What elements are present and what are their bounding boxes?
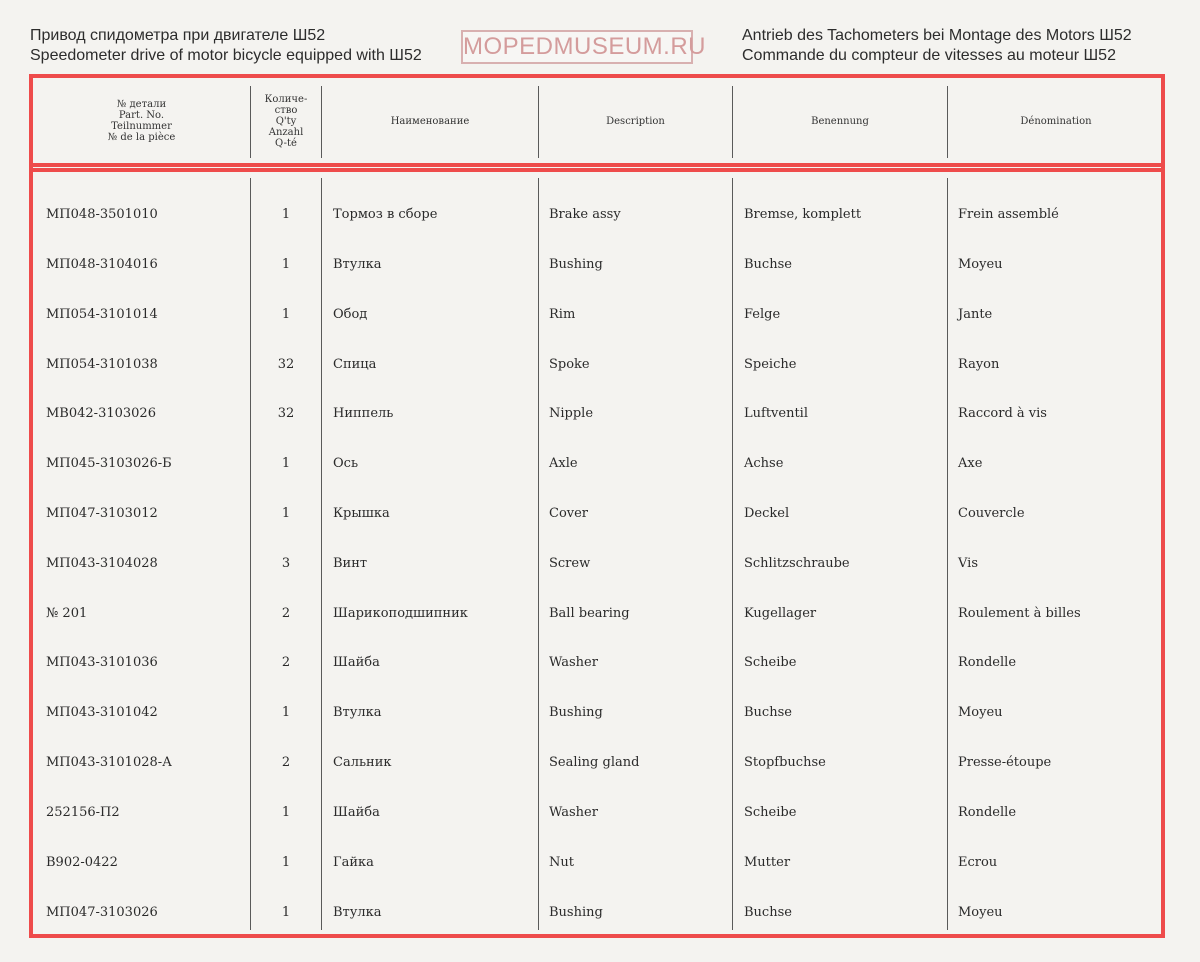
cell-description: Brake assy <box>549 207 621 222</box>
title-french: Commande du compteur de vitesses au moteur Ш52 <box>742 47 1116 64</box>
cell-name-russian: Винт <box>333 556 368 571</box>
cell-name-russian: Гайка <box>333 855 374 870</box>
cell-part-number: МП048-3501010 <box>46 207 158 222</box>
table-row <box>0 855 1200 875</box>
table-row <box>0 506 1200 526</box>
cell-description: Bushing <box>549 705 603 720</box>
cell-part-number: В902-0422 <box>46 855 118 870</box>
cell-denomination: Axe <box>958 456 983 471</box>
cell-quantity: 1 <box>281 506 291 521</box>
cell-quantity: 1 <box>281 855 291 870</box>
table-row <box>0 456 1200 476</box>
cell-benennung: Mutter <box>744 855 791 870</box>
cell-denomination: Moyeu <box>958 705 1003 720</box>
cell-denomination: Frein assemblé <box>958 207 1059 222</box>
cell-benennung: Deckel <box>744 506 790 521</box>
cell-quantity: 1 <box>281 705 291 720</box>
cell-denomination: Roulement à billes <box>958 606 1081 621</box>
cell-name-russian: Тормоз в сборе <box>333 207 438 222</box>
cell-description: Spoke <box>549 357 590 372</box>
cell-quantity: 1 <box>281 207 291 222</box>
cell-description: Nut <box>549 855 574 870</box>
table-row <box>0 805 1200 825</box>
cell-benennung: Speiche <box>744 357 797 372</box>
cell-denomination: Rondelle <box>958 805 1017 820</box>
cell-denomination: Moyeu <box>958 257 1003 272</box>
cell-part-number: МП047-3103026 <box>46 905 158 920</box>
cell-quantity: 2 <box>281 755 291 770</box>
cell-part-number: МП043-3104028 <box>46 556 158 571</box>
table-row <box>0 307 1200 327</box>
cell-part-number: 252156-П2 <box>46 805 120 820</box>
cell-benennung: Bremse, komplett <box>744 207 862 222</box>
cell-name-russian: Крышка <box>333 506 390 521</box>
cell-benennung: Stopfbuchse <box>744 755 826 770</box>
cell-quantity: 1 <box>281 805 291 820</box>
cell-part-number: МП043-3101042 <box>46 705 158 720</box>
header-separator <box>29 163 1165 172</box>
table-row <box>0 905 1200 925</box>
cell-benennung: Scheibe <box>744 805 797 820</box>
cell-benennung: Buchse <box>744 705 792 720</box>
title-block-left <box>30 26 422 66</box>
cell-name-russian: Шарикоподшипник <box>333 606 468 621</box>
cell-description: Rim <box>549 307 576 322</box>
header-denomination: Dénomination <box>1020 115 1092 127</box>
table-row <box>0 755 1200 775</box>
cell-description: Axle <box>549 456 578 471</box>
cell-benennung: Kugellager <box>744 606 817 621</box>
cell-benennung: Buchse <box>744 257 792 272</box>
cell-denomination: Couvercle <box>958 506 1025 521</box>
cell-quantity: 32 <box>277 357 295 372</box>
table-row <box>0 357 1200 377</box>
cell-description: Cover <box>549 506 589 521</box>
cell-denomination: Raccord à vis <box>958 406 1047 421</box>
cell-name-russian: Ось <box>333 456 359 471</box>
cell-description: Bushing <box>549 905 603 920</box>
cell-benennung: Schlitzschraube <box>744 556 850 571</box>
cell-name-russian: Ниппель <box>333 406 394 421</box>
table-row <box>0 207 1200 227</box>
cell-description: Washer <box>549 655 598 670</box>
table-row <box>0 257 1200 277</box>
cell-benennung: Scheibe <box>744 655 797 670</box>
cell-denomination: Ecrou <box>958 855 998 870</box>
cell-name-russian: Втулка <box>333 905 382 920</box>
cell-description: Screw <box>549 556 591 571</box>
header-name-russian: Наименование <box>390 115 470 127</box>
cell-denomination: Vis <box>958 556 978 571</box>
table-row <box>0 606 1200 626</box>
cell-part-number: МП048-3104016 <box>46 257 158 272</box>
cell-part-number: МП045-3103026-Б <box>46 456 172 471</box>
title-german: Antrieb des Tachometers bei Montage des Motors Ш52 <box>742 27 1132 44</box>
title-english: Speedometer drive of motor bicycle equipped with Ш52 <box>30 47 422 64</box>
cell-quantity: 32 <box>277 406 295 421</box>
cell-part-number: № 201 <box>46 606 88 621</box>
header-part-number: № детали Part. No. Teilnummer № de la pièce <box>107 99 176 143</box>
cell-name-russian: Втулка <box>333 705 382 720</box>
cell-name-russian: Втулка <box>333 257 382 272</box>
cell-description: Ball bearing <box>549 606 630 621</box>
cell-name-russian: Шайба <box>333 655 380 670</box>
cell-quantity: 1 <box>281 307 291 322</box>
cell-denomination: Rondelle <box>958 655 1017 670</box>
table-row <box>0 556 1200 576</box>
title-block-right <box>742 26 1132 66</box>
cell-quantity: 1 <box>281 257 291 272</box>
cell-benennung: Felge <box>744 307 781 322</box>
table-row <box>0 655 1200 675</box>
cell-quantity: 3 <box>281 556 291 571</box>
cell-denomination: Moyeu <box>958 905 1003 920</box>
cell-description: Sealing gland <box>549 755 640 770</box>
cell-quantity: 2 <box>281 655 291 670</box>
cell-part-number: МП047-3103012 <box>46 506 158 521</box>
cell-name-russian: Спица <box>333 357 377 372</box>
table-row <box>0 705 1200 725</box>
cell-part-number: МП043-3101028-А <box>46 755 172 770</box>
cell-denomination: Jante <box>958 307 993 322</box>
cell-name-russian: Шайба <box>333 805 380 820</box>
table-row <box>0 406 1200 426</box>
cell-description: Washer <box>549 805 598 820</box>
cell-part-number: МП043-3101036 <box>46 655 158 670</box>
cell-denomination: Rayon <box>958 357 1000 372</box>
cell-part-number: МП054-3101014 <box>46 307 158 322</box>
cell-name-russian: Обод <box>333 307 368 322</box>
cell-part-number: МП054-3101038 <box>46 357 158 372</box>
cell-quantity: 2 <box>281 606 291 621</box>
cell-benennung: Achse <box>744 456 784 471</box>
cell-description: Bushing <box>549 257 603 272</box>
cell-benennung: Luftventil <box>744 406 808 421</box>
watermark-logo: MOPEDMUSEUM.RU <box>461 30 693 64</box>
cell-quantity: 1 <box>281 456 291 471</box>
header-benennung: Benennung <box>811 115 869 127</box>
cell-benennung: Buchse <box>744 905 792 920</box>
cell-name-russian: Сальник <box>333 755 392 770</box>
cell-quantity: 1 <box>281 905 291 920</box>
title-russian: Привод спидометра при двигателе Ш52 <box>30 27 326 44</box>
header-quantity: Количе- ство Q'ty Anzahl Q-té <box>264 93 308 149</box>
cell-denomination: Presse-étoupe <box>958 755 1052 770</box>
header-description: Description <box>606 115 665 127</box>
cell-part-number: МВ042-3103026 <box>46 406 156 421</box>
cell-description: Nipple <box>549 406 594 421</box>
